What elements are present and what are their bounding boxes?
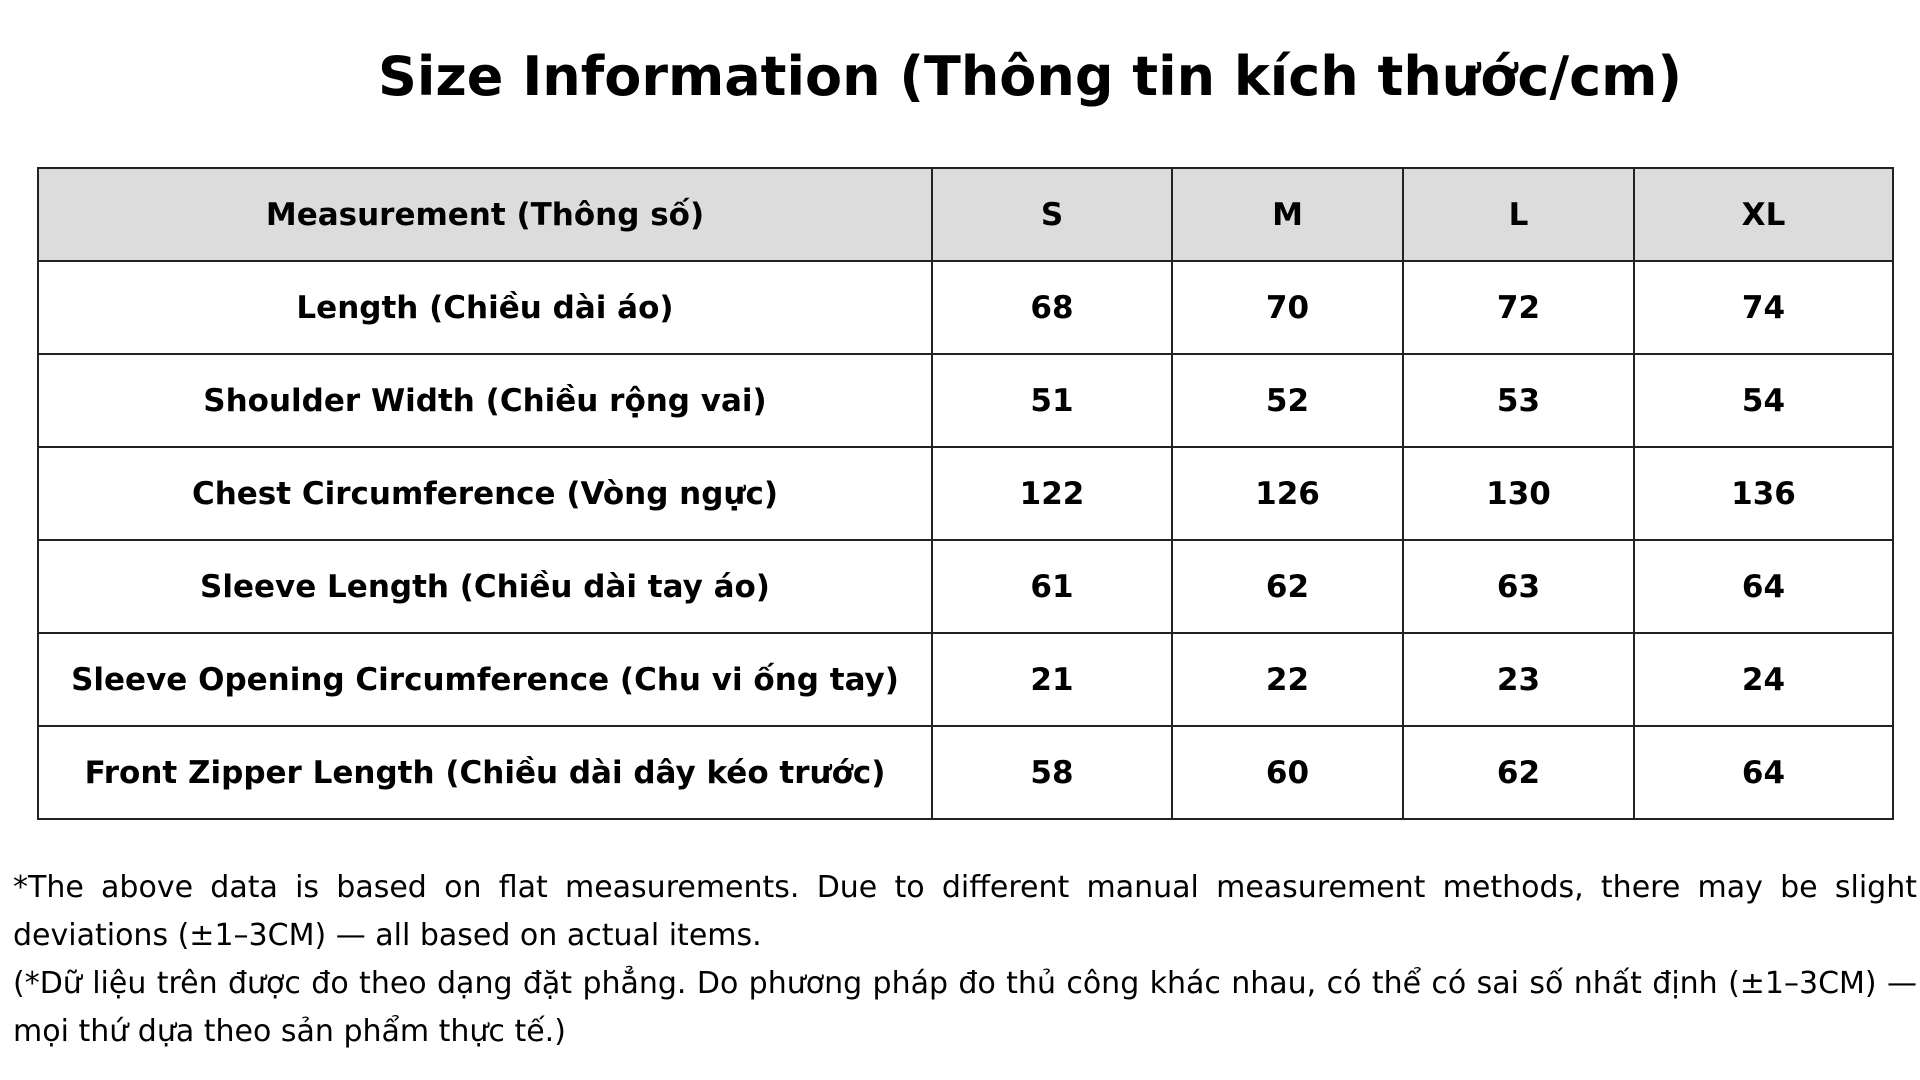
cell-value: 63 bbox=[1403, 540, 1634, 633]
row-label: Front Zipper Length (Chiều dài dây kéo trước) bbox=[38, 726, 932, 819]
cell-value: 62 bbox=[1403, 726, 1634, 819]
cell-value: 22 bbox=[1172, 633, 1403, 726]
note-vietnamese: (*Dữ liệu trên được đo theo dạng đặt phẳng. Do phương pháp đo thủ công khác nhau, có thể có sai số nhất định (±1–3CM) — mọi thứ dựa theo sản phẩm thực tế.) bbox=[13, 966, 1917, 1049]
cell-value: 130 bbox=[1403, 447, 1634, 540]
header-measurement: Measurement (Thông số) bbox=[38, 168, 932, 261]
row-label: Length (Chiều dài áo) bbox=[38, 261, 932, 354]
table-row bbox=[38, 726, 1893, 819]
cell-value: 62 bbox=[1172, 540, 1403, 633]
table-row bbox=[38, 261, 1893, 354]
page-title: Size Information (Thông tin kích thước/cm) bbox=[377, 45, 1683, 108]
cell-value: 58 bbox=[932, 726, 1172, 819]
note-english: *The above data is based on flat measurements. Due to different manual measurement methods, there may be slight deviations (±1–3CM) — all based on actual items. bbox=[13, 870, 1917, 953]
header-size-m: M bbox=[1172, 168, 1403, 261]
cell-value: 136 bbox=[1634, 447, 1893, 540]
header-size-xl: XL bbox=[1634, 168, 1893, 261]
table-header-row bbox=[38, 168, 1893, 261]
cell-value: 24 bbox=[1634, 633, 1893, 726]
table-row bbox=[38, 540, 1893, 633]
cell-value: 122 bbox=[932, 447, 1172, 540]
cell-value: 64 bbox=[1634, 726, 1893, 819]
cell-value: 61 bbox=[932, 540, 1172, 633]
cell-value: 64 bbox=[1634, 540, 1893, 633]
cell-value: 72 bbox=[1403, 261, 1634, 354]
table-row bbox=[38, 447, 1893, 540]
cell-value: 60 bbox=[1172, 726, 1403, 819]
cell-value: 54 bbox=[1634, 354, 1893, 447]
table-row bbox=[38, 633, 1893, 726]
cell-value: 21 bbox=[932, 633, 1172, 726]
measurement-note bbox=[13, 864, 1917, 1056]
cell-value: 68 bbox=[932, 261, 1172, 354]
header-size-s: S bbox=[932, 168, 1172, 261]
row-label: Shoulder Width (Chiều rộng vai) bbox=[38, 354, 932, 447]
cell-value: 51 bbox=[932, 354, 1172, 447]
header-size-l: L bbox=[1403, 168, 1634, 261]
size-table bbox=[37, 167, 1894, 820]
cell-value: 23 bbox=[1403, 633, 1634, 726]
row-label: Chest Circumference (Vòng ngực) bbox=[38, 447, 932, 540]
cell-value: 74 bbox=[1634, 261, 1893, 354]
row-label: Sleeve Length (Chiều dài tay áo) bbox=[38, 540, 932, 633]
cell-value: 70 bbox=[1172, 261, 1403, 354]
row-label: Sleeve Opening Circumference (Chu vi ống tay) bbox=[38, 633, 932, 726]
cell-value: 52 bbox=[1172, 354, 1403, 447]
cell-value: 53 bbox=[1403, 354, 1634, 447]
cell-value: 126 bbox=[1172, 447, 1403, 540]
table-row bbox=[38, 354, 1893, 447]
